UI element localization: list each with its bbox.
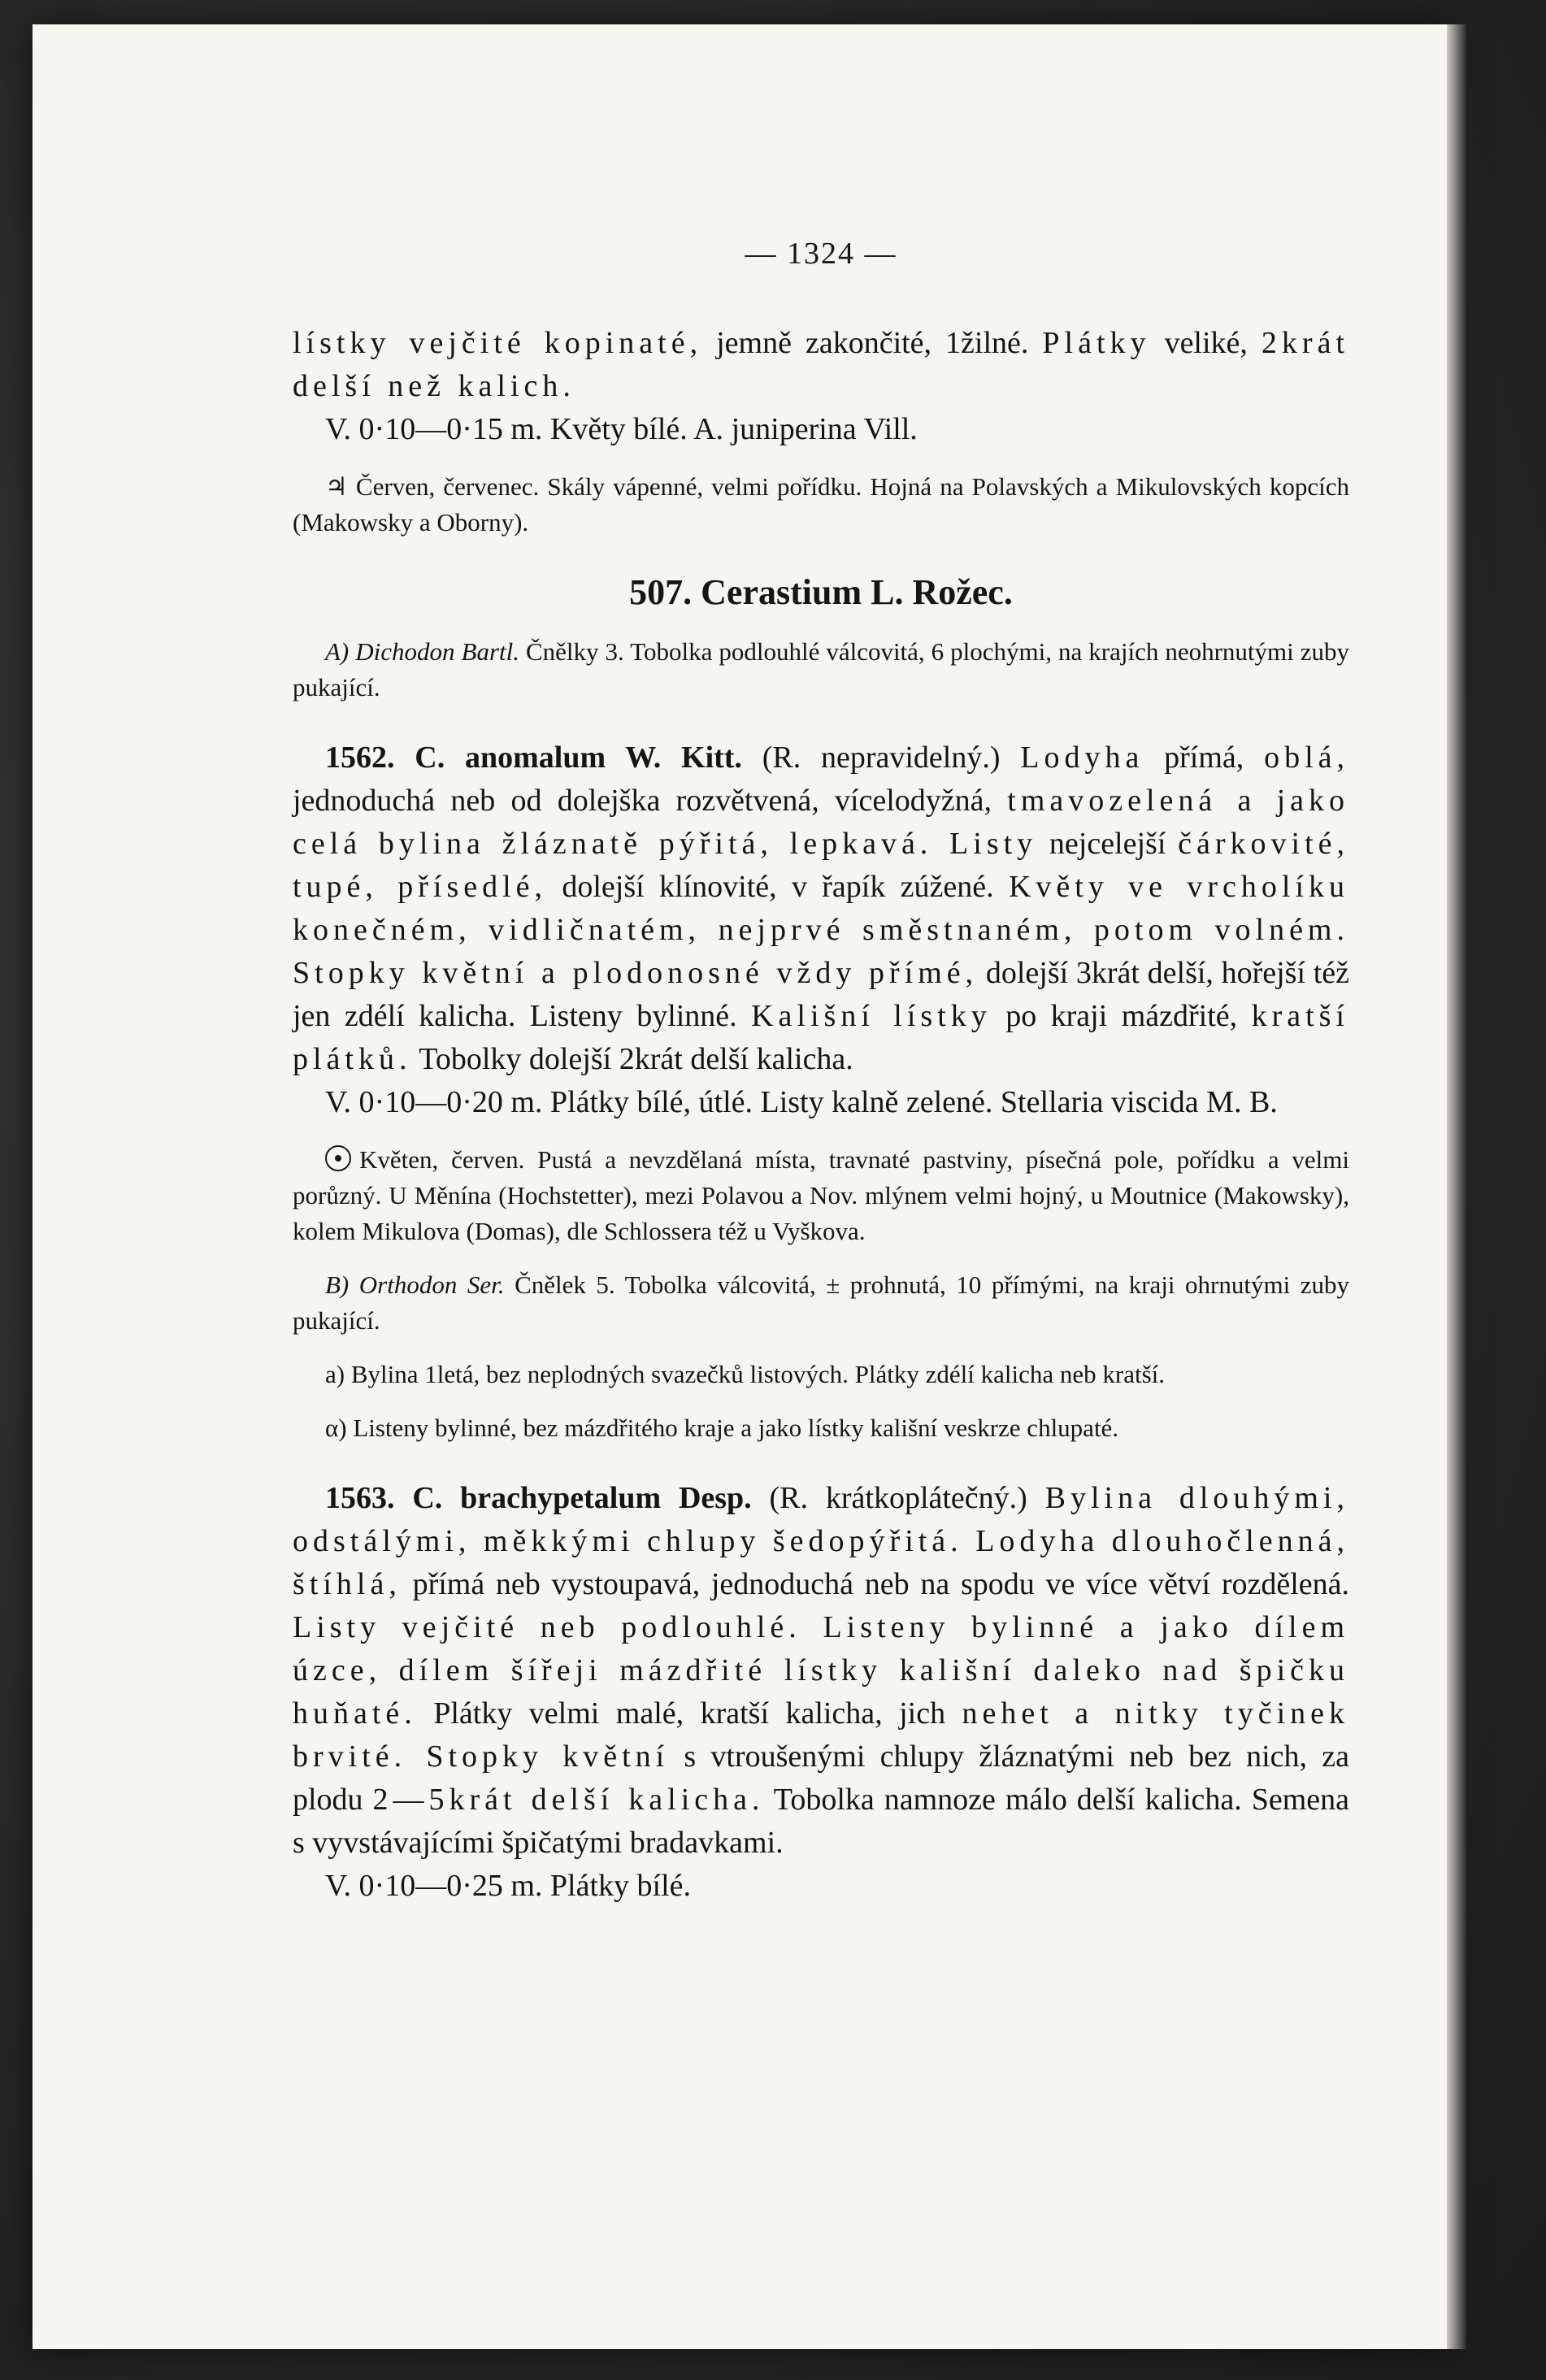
spaced-text: Lodyha bbox=[1020, 740, 1144, 775]
spaced-text: lístky vejčité kopinaté, bbox=[293, 326, 703, 360]
species-number: 1562. bbox=[325, 740, 395, 775]
species-number: 1563. bbox=[325, 1481, 395, 1515]
spaced-text: 2krát delší než kalich. bbox=[293, 326, 1349, 403]
species-name: C. brachypetalum Desp. bbox=[394, 1481, 752, 1515]
spaced-text: Plátky bbox=[1042, 326, 1151, 360]
spaced-text: Bylina dlouhými, odstálými, měkkými chlupy šedopýřitá. Lodyha dlouhočlenná, štíhlá, bbox=[293, 1481, 1349, 1601]
spaced-text: tmavozelená a jako celá bylina žláznatě pýřitá, lepkavá. bbox=[293, 784, 1350, 861]
species-1562-description bbox=[293, 736, 1349, 1081]
plain-text: dolejší 3krát delší, hořejší též jen zdélí kalicha. Listeny bylinné. bbox=[293, 956, 1349, 1033]
page-number: — 1324 — bbox=[745, 237, 897, 271]
section-label: B) Orthodon Ser. bbox=[325, 1270, 505, 1299]
species-1563-description bbox=[293, 1477, 1349, 1865]
genus-heading: 507. Cerastium L. Rožec. bbox=[629, 572, 1013, 612]
species-1563-measure: V. 0·10—0·25 m. Plátky bílé. bbox=[325, 1869, 692, 1903]
entry-prev-measure: V. 0·10—0·15 m. Květy bílé. A. juniperina Vill. bbox=[325, 412, 918, 446]
spaced-text: Listy vejčité neb podlouhlé. Listeny bylinné a jako dílem úzce, dílem šířeji mázdřité lístky kališní daleko nad špičku huňaté. bbox=[293, 1610, 1349, 1731]
spaced-text: oblá, bbox=[1264, 740, 1350, 775]
subsection-a: a) Bylina 1letá, bez neplodných svazečků listových. Plátky zdélí kalicha neb kratší. bbox=[325, 1360, 1166, 1388]
plain-text: Tobolky dolejší 2krát delší kalicha. bbox=[411, 1042, 853, 1076]
entry-prev-habitat: ♃ Červen, červenec. Skály vápenné, velmi pořídku. Hojná na Polavských a Mikulovských kopcích (Makowsky a Oborny). bbox=[293, 472, 1349, 536]
section-text: Čnělek 5. Tobolka válcovitá, ± prohnutá, 10 přímými, na kraji ohrnutými zuby pukající. bbox=[293, 1270, 1349, 1335]
plain-text: po kraji mázdřité, bbox=[991, 999, 1252, 1033]
entry-prev-description bbox=[293, 322, 1349, 408]
plain-text: dolejší klínovité, v řapík zúžené. bbox=[547, 870, 1009, 904]
habitat-text: Květen, červen. Pustá a nevzdělaná místa, travnaté pastviny, písečná pole, pořídku a velmi porůzný. U Měnína (Hochstetter), mezi Polavou a Nov. mlýnem velmi hojný, u Moutnice (Makowsky), kolem Mikulova (Domas), dle Schlossera též u Vyškova. bbox=[293, 1145, 1349, 1245]
spaced-text: 2—5krát delší kalicha. bbox=[372, 1783, 765, 1817]
section-text: Čnělky 3. Tobolka podlouhlé válcovitá, 6 plochými, na krajích neohrnutými zuby pukající. bbox=[293, 637, 1349, 701]
plain-text: přímá, bbox=[1144, 740, 1265, 775]
section-a-dichodon bbox=[293, 634, 1349, 706]
spaced-text: kratší plátků. bbox=[293, 999, 1350, 1076]
species-1562-habitat bbox=[293, 1142, 1349, 1249]
section-b-orthodon bbox=[293, 1267, 1349, 1339]
plain-text: Tobolka namnoze málo delší kalicha. Semena s vyvstávajícími špičatými bradavkami. bbox=[293, 1783, 1350, 1860]
plain-text: nejcelejší bbox=[1037, 827, 1179, 861]
plain-text: Plátky velmi malé, kratší kalicha, jich bbox=[416, 1696, 962, 1731]
plain-text: přímá neb vystoupavá, jednoduchá neb na spodu ve více větví rozdělená. bbox=[401, 1567, 1349, 1601]
section-label: A) Dichodon Bartl. bbox=[325, 637, 519, 666]
species-name: C. anomalum W. Kitt. bbox=[394, 740, 742, 775]
common-name: (R. krátkoplátečný.) bbox=[751, 1481, 1045, 1515]
page-content bbox=[293, 236, 1349, 1908]
spaced-text: Listy bbox=[932, 827, 1038, 861]
plain-text: veliké, bbox=[1164, 326, 1262, 360]
plain-text: jemně zakončité, 1žilné. bbox=[702, 326, 1043, 360]
species-1562-measure: V. 0·10—0·20 m. Plátky bílé, útlé. Listy kalně zelené. Stellaria viscida M. B. bbox=[325, 1085, 1278, 1119]
subsection-alpha: α) Listeny bylinné, bez mázdřitého kraje a jako lístky kališní veskrze chlupaté. bbox=[325, 1414, 1119, 1442]
common-name: (R. nepravidelný.) bbox=[741, 740, 1021, 775]
annual-symbol-icon bbox=[325, 1145, 351, 1171]
plain-text: jednoduchá neb od dolejška rozvětvená, vícelodyžná, bbox=[293, 784, 1008, 818]
spaced-text: Kališní lístky bbox=[751, 999, 992, 1033]
spaced-text: čárkovité, tupé, přísedlé, bbox=[293, 827, 1349, 904]
plain-text: s vtroušenými chlupy žláznatými neb bez nich, za plodu bbox=[293, 1739, 1349, 1817]
spaced-text: Květy ve vrcholíku konečném, vidličnatém, nejprvé směstnaném, potom volném. Stopky květní a plodonosné vždy přímé, bbox=[293, 870, 1350, 990]
page-edge bbox=[1447, 24, 1466, 2349]
spaced-text: nehet a nitky tyčinek brvité. Stopky květní bbox=[293, 1696, 1350, 1774]
